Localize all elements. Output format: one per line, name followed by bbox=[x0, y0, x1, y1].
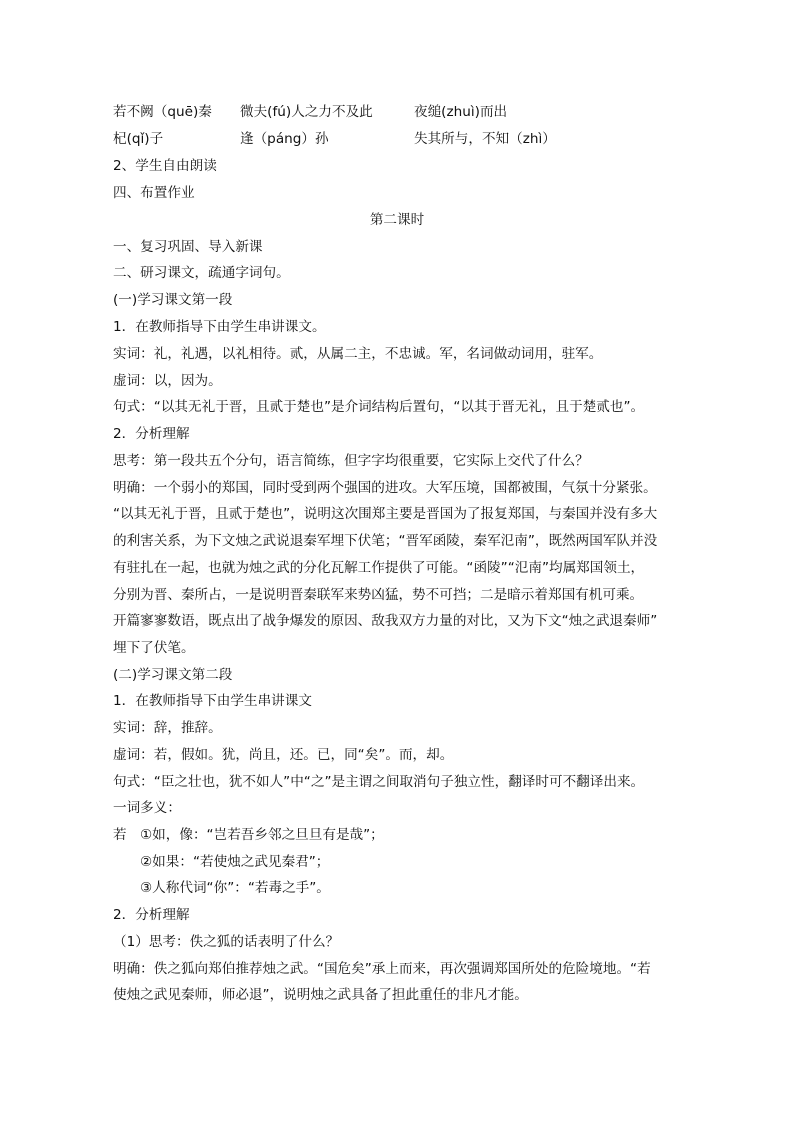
pron-row1-b: 微夫(fú)人之力不及此 bbox=[240, 104, 373, 120]
polysemy-sense: ②如果：“若使烛之武见秦君”； bbox=[140, 854, 330, 870]
part2-step1: 1．在教师指导下由学生串讲课文 bbox=[113, 693, 312, 709]
part1-content-words: 实词：礼，礼遇，以礼相待。贰，从属二主，不忠诚。军，名词做动词用，驻军。 bbox=[113, 346, 603, 362]
part1-answer-line: “以其无礼于晋，且贰于楚也”，说明这次围郑主要是晋国为了报复郑国，与秦国并没有多大 bbox=[113, 506, 658, 522]
pron-row1-a: 若不阙（quē)秦 bbox=[113, 104, 212, 120]
part1-syntax: 句式：“以其无礼于晋，且贰于楚也”是介词结构后置句，“以其于晋无礼，且于楚贰也”。 bbox=[113, 399, 645, 415]
pron-row2-a: 杞(qǐ)子 bbox=[113, 131, 164, 147]
polysemy-word: 若 bbox=[113, 827, 127, 843]
free-reading-line: 2、学生自由朗读 bbox=[113, 158, 217, 174]
part1-step1: 1．在教师指导下由学生串讲课文。 bbox=[113, 319, 326, 335]
part2-step2: 2．分析理解 bbox=[113, 907, 190, 923]
part2-function-words: 虚词：若，假如。犹，尚且，还。已，同“矣”。而，却。 bbox=[113, 747, 454, 763]
part1-answer-line: 的利害关系，为下文烛之武说退秦军埋下伏笔；“晋军函陵，秦军氾南”，既然两国军队并没 bbox=[113, 533, 658, 549]
part2-answer-line: 明确：佚之狐向郑伯推荐烛之武。“国危矣”承上而来，再次强调郑国所处的危险境地。“若 bbox=[113, 961, 651, 977]
pron-row2-c: 失其所与，不知（zhì） bbox=[414, 131, 556, 147]
part2-heading: (二)学习课文第二段 bbox=[113, 667, 233, 683]
part2-answer-line: 使烛之武见秦师，师必退”，说明烛之武具备了担此重任的非凡才能。 bbox=[113, 987, 528, 1003]
part1-answer-line: 明确：一个弱小的郑国，同时受到两个强国的进攻。大军压境，国都被围，气氛十分紧张。 bbox=[113, 480, 657, 496]
polysemy-sense: ③人称代词“你”：“若毒之手”。 bbox=[140, 880, 330, 896]
part1-function-words: 虚词：以，因为。 bbox=[113, 373, 222, 389]
part2-syntax: 句式：“臣之壮也，犹不如人”中“之”是主谓之间取消句子独立性，翻译时可不翻译出来。 bbox=[113, 774, 645, 790]
pron-row2-b: 逢（páng）孙 bbox=[240, 131, 329, 147]
part2-question: （1）思考：佚之狐的话表明了什么？ bbox=[113, 934, 340, 950]
part1-answer-line: 埋下了伏笔。 bbox=[113, 640, 195, 656]
part1-heading: (一)学习课文第一段 bbox=[113, 292, 233, 308]
homework-heading: 四、布置作业 bbox=[113, 185, 195, 201]
part2-content-words: 实词：辞，推辞。 bbox=[113, 720, 222, 736]
part1-answer-line: 开篇寥寥数语，既点出了战争爆发的原因、敌我双方力量的对比，又为下文“烛之武退秦师” bbox=[113, 613, 658, 629]
part1-answer-line: 分别为晋、秦所占，一是说明晋秦联军来势凶猛，势不可挡；二是暗示着郑国有机可乘。 bbox=[113, 587, 644, 603]
part1-step2: 2．分析理解 bbox=[113, 426, 190, 442]
study-heading: 二、研习课文，疏通字词句。 bbox=[113, 265, 290, 281]
polysemy-heading: 一词多义： bbox=[113, 800, 181, 816]
pron-row1-c: 夜缒(zhuì)而出 bbox=[414, 104, 508, 120]
part1-question: 思考：第一段共五个分句，语言简练，但字字均很重要，它实际上交代了什么？ bbox=[113, 453, 589, 469]
section-title: 第二课时 bbox=[369, 212, 425, 228]
polysemy-sense: ①如，像：“岂若吾乡邻之旦旦有是哉”； bbox=[140, 827, 384, 843]
part1-answer-line: 有驻扎在一起，也就为烛之武的分化瓦解工作提供了可能。“函陵”“氾南”均属郑国领土， bbox=[113, 560, 645, 576]
review-heading: 一、复习巩固、导入新课 bbox=[113, 239, 263, 255]
